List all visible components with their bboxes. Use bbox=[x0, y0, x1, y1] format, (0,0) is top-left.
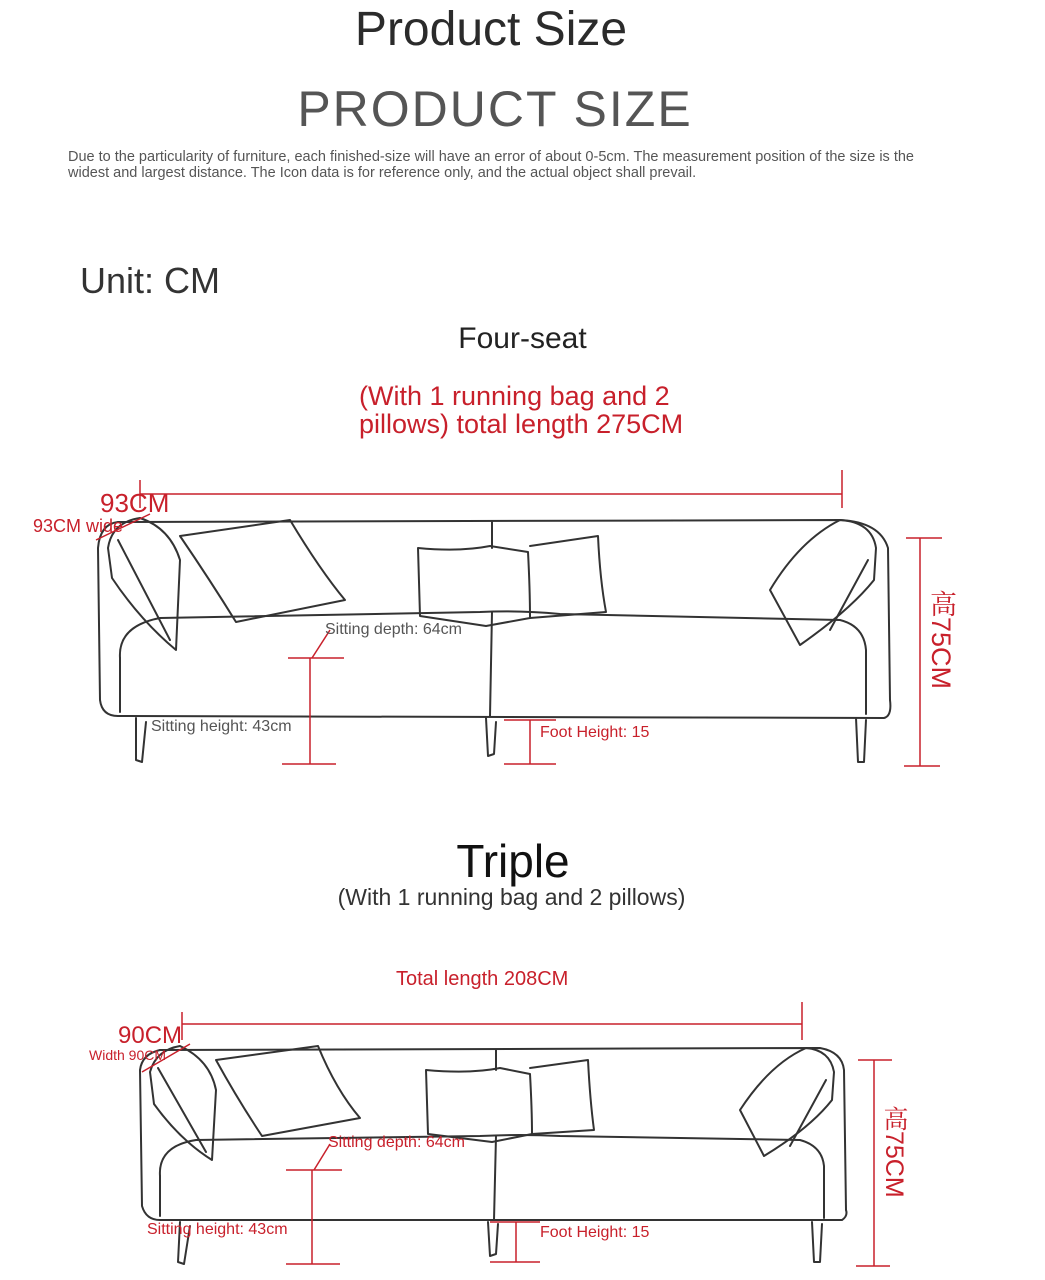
page-title: Product Size bbox=[354, 3, 628, 56]
unit-label: Unit: CM bbox=[80, 260, 221, 301]
subtitle-text: PRODUCT SIZE bbox=[297, 81, 693, 137]
four-seat-description-line2: pillows) total length 275CM bbox=[359, 409, 684, 439]
page-subtitle bbox=[0, 80, 990, 138]
disclaimer-note: Due to the particularity of furniture, each finished-size will have an error of about 0-5cm. The measurement position of the size is the widest and largest distance. The Icon data is for reference only, and the actual object shall prevail. bbox=[68, 149, 914, 181]
four-seat-description-line1: (With 1 running bag and 2 bbox=[359, 381, 670, 411]
four-seat-sitting-height: Sitting height: 43cm bbox=[151, 718, 292, 735]
four-seat-corner-label: 93CM bbox=[100, 488, 170, 518]
triple-foot-height: Foot Height: 15 bbox=[540, 1224, 650, 1241]
four-seat-foot-height: Foot Height: 15 bbox=[540, 724, 650, 741]
four-seat-width-label: 93CM wide bbox=[33, 516, 124, 536]
triple-total-length: Total length 208CM bbox=[396, 968, 569, 990]
four-seat-height-label: 高75CM bbox=[926, 590, 956, 690]
triple-heading: Triple bbox=[456, 835, 570, 887]
triple-corner-label: 90CM bbox=[118, 1022, 183, 1049]
triple-width-label: Width 90CM bbox=[89, 1047, 167, 1063]
four-seat-sitting-depth: Sitting depth: 64cm bbox=[325, 621, 462, 638]
triple-height-label: 高75CM bbox=[880, 1106, 908, 1198]
four-seat-heading: Four-seat bbox=[458, 322, 587, 355]
four-seat-description bbox=[359, 382, 683, 438]
triple-sitting-depth: Sitting depth: 64cm bbox=[328, 1134, 465, 1151]
triple-sitting-height: Sitting height: 43cm bbox=[147, 1221, 288, 1238]
triple-description: (With 1 running bag and 2 pillows) bbox=[337, 884, 686, 910]
